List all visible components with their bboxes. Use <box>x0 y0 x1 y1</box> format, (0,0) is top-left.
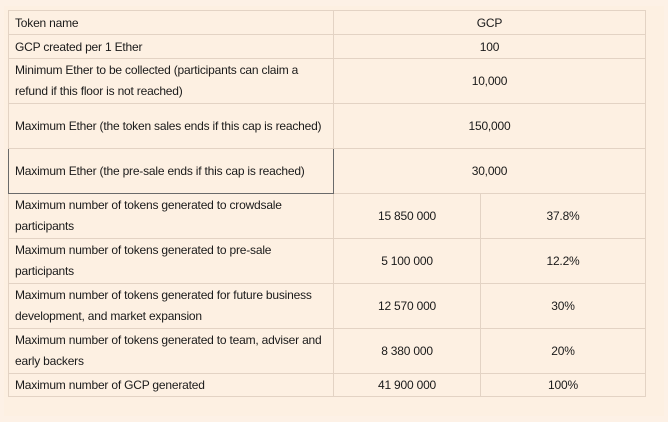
row-value: 10,000 <box>334 59 646 104</box>
row-label: Maximum number of GCP generated <box>9 374 334 397</box>
row-amount: 8 380 000 <box>334 329 481 374</box>
row-label: Maximum number of tokens generated for future business development, and market expansion <box>9 284 334 329</box>
table-row-maximum-ether-presale <box>9 149 646 194</box>
row-value: GCP <box>334 11 646 35</box>
table-row-crowdsale-tokens <box>9 194 646 239</box>
table-row-presale-tokens <box>9 239 646 284</box>
row-label: Maximum Ether (the token sales ends if this cap is reached) <box>9 104 334 149</box>
table-row-gcp-per-ether <box>9 35 646 59</box>
table-row-total-gcp <box>9 374 646 397</box>
row-value: 100 <box>334 35 646 59</box>
row-label: Maximum number of tokens generated to pre-sale participants <box>9 239 334 284</box>
table-row-token-name <box>9 11 646 35</box>
row-percent: 30% <box>481 284 646 329</box>
table-row-maximum-ether-sale <box>9 104 646 149</box>
row-amount: 12 570 000 <box>334 284 481 329</box>
row-label: GCP created per 1 Ether <box>9 35 334 59</box>
row-percent: 37.8% <box>481 194 646 239</box>
row-label: Minimum Ether to be collected (participants can claim a refund if this floor is not reached) <box>9 59 334 104</box>
row-percent: 12.2% <box>481 239 646 284</box>
table-row-team-tokens <box>9 329 646 374</box>
row-label: Token name <box>9 11 334 35</box>
row-amount: 41 900 000 <box>334 374 481 397</box>
row-value: 150,000 <box>334 104 646 149</box>
row-value: 30,000 <box>334 149 646 194</box>
row-amount: 5 100 000 <box>334 239 481 284</box>
row-label: Maximum number of tokens generated to crowdsale participants <box>9 194 334 239</box>
row-percent: 100% <box>481 374 646 397</box>
token-sale-table <box>8 10 646 397</box>
row-amount: 15 850 000 <box>334 194 481 239</box>
table-row-business-tokens <box>9 284 646 329</box>
row-label: Maximum Ether (the pre-sale ends if this cap is reached) <box>9 149 334 194</box>
document-page <box>4 6 664 416</box>
table-row-minimum-ether <box>9 59 646 104</box>
row-percent: 20% <box>481 329 646 374</box>
row-label: Maximum number of tokens generated to team, adviser and early backers <box>9 329 334 374</box>
